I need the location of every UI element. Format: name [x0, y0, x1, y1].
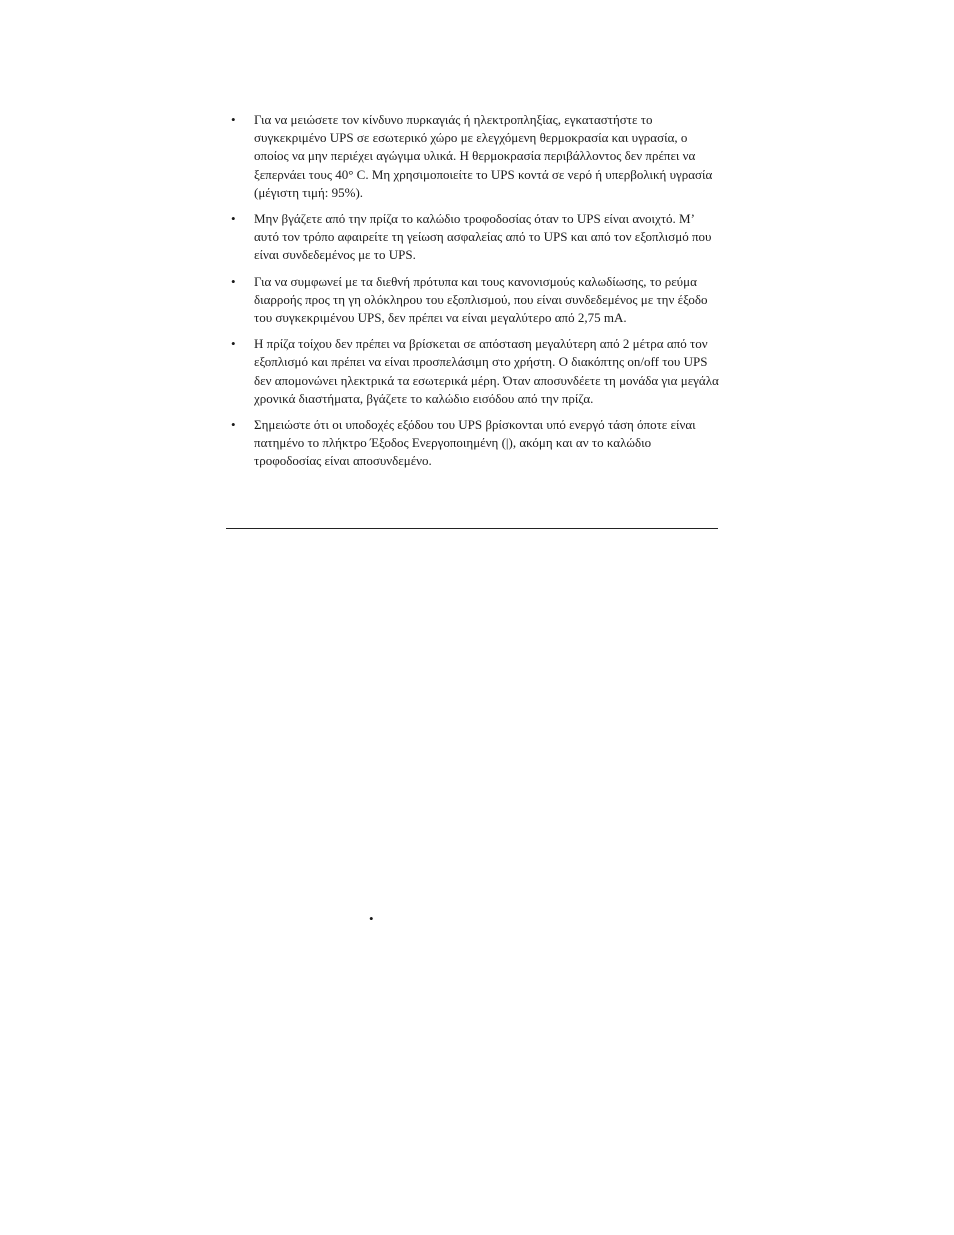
bullet-text: Μην βγάζετε από την πρίζα το καλώδιο τροφοδοσίας όταν το UPS είναι ανοιχτό. Μ’ αυτό τον τρόπο αφαιρείτε τη γείωση ασφαλείας από το UPS και από τον εξοπλισμό που είναι συνδεδεμένος με το UPS. — [254, 211, 712, 263]
section-divider — [226, 528, 718, 529]
bullet-marker: • — [231, 417, 236, 433]
bullet-text: Σημειώστε ότι οι υποδοχές εξόδου του UPS βρίσκονται υπό ενεργό τάση όποτε είναι πατημένο το πλήκτρο Έξοδος Ενεργοποιημένη (|), ακόμη και αν το καλώδιο τροφοδοσίας είναι αποσυνδεμένο. — [254, 417, 696, 469]
list-item — [226, 273, 720, 328]
bullet-marker: • — [231, 211, 236, 227]
bullet-marker: • — [231, 112, 236, 127]
bullet-text: Η πρίζα τοίχου δεν πρέπει να βρίσκεται σε απόσταση μεγαλύτερη από 2 μέτρα από τον εξοπλισμό και πρέπει να είναι προσπελάσιμη στο χρήστη. Ο διακόπτης on/off του UPS δεν απομονώνει ηλεκτρικά τα εσωτερικά μέρη. Όταν αποσυνδέετε τη μονάδα για μεγάλα χρονικά διαστήματα, βγάζετε το καλώδιο εισόδου από την πρίζα. — [254, 336, 719, 406]
list-item — [226, 416, 720, 471]
bullet-marker: • — [231, 336, 236, 352]
list-item — [226, 210, 720, 265]
stray-bullet-mark: • — [369, 911, 374, 926]
list-item — [226, 335, 720, 408]
bullet-text: Για να συμφωνεί με τα διεθνή πρότυπα και τους κανονισμούς καλωδίωσης, το ρεύμα διαρροής προς τη γη ολόκληρου του εξοπλισμού, που είναι συνδεδεμένος με την έξοδο του συγκεκριμένου UPS, δεν πρέπει να είναι μεγαλύτερο από 2,75 mA. — [254, 273, 708, 326]
bullet-text: Για να μειώσετε τον κίνδυνο πυρκαγιάς ή ηλεκτροπληξίας, εγκαταστήστε το συγκεκριμένο UPS σε εσωτερικό χώρο με ελεγχόμενη θερμοκρασία και υγρασία, ο οποίος να μην περιέχει αγώγιμα υλικά. Η θερμοκρασία περιβάλλοντος δεν πρέπει να ξεπερνάει τους 40° C. Μη χρησιμοποιείτε το UPS κοντά σε νερό ή υπερβολική υγρασία (μέγιστη τιμή: 95%). — [254, 112, 713, 200]
bullet-marker: • — [231, 273, 236, 289]
safety-bullet-list — [226, 111, 720, 479]
list-item — [226, 111, 720, 202]
